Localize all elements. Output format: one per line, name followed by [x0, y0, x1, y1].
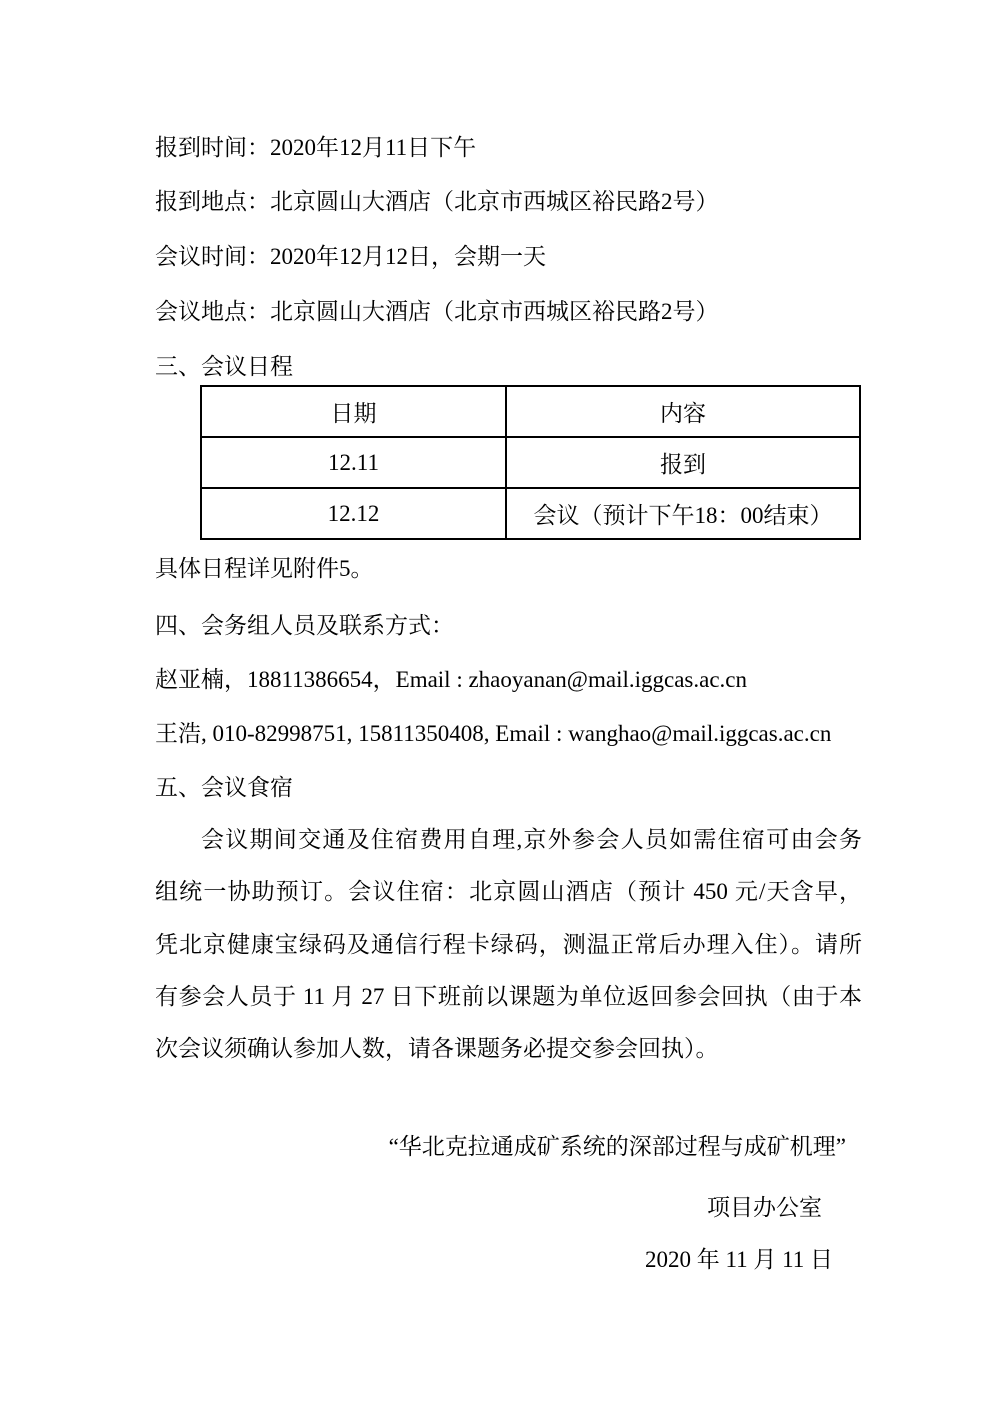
schedule-table [200, 385, 861, 540]
table-row [201, 488, 860, 539]
contact-line-zhao: 赵亚楠，18811386654，Email : zhaoyanan@mail.iggcas.ac.cn [155, 667, 747, 692]
schedule-date-cell: 12.12 [201, 488, 506, 539]
office-signature: 项目办公室 [707, 1195, 822, 1220]
schedule-content-cell: 报到 [506, 437, 860, 488]
section-3-heading: 三、会议日程 [155, 354, 293, 379]
meeting-time-line: 会议时间：2020年12月12日，会期一天 [155, 244, 546, 269]
contact-line-wang: 王浩, 010-82998751, 15811350408, Email : wanghao@mail.iggcas.ac.cn [155, 721, 832, 746]
schedule-header-row [201, 386, 860, 437]
section-4-heading: 四、会务组人员及联系方式： [155, 613, 454, 638]
table-header-content: 内容 [506, 386, 860, 437]
paragraph-line: 次会议须确认参加人数，请各课题务必提交参会回执）。 [155, 1036, 719, 1061]
section-5-heading: 五、会议食宿 [155, 775, 293, 800]
paragraph-line: 会议期间交通及住宿费用自理,京外参会人员如需住宿可由会务 [201, 827, 862, 852]
project-title: “华北克拉通成矿系统的深部过程与成矿机理” [388, 1134, 846, 1159]
meeting-location-line: 会议地点：北京圆山大酒店（北京市西城区裕民路2号） [155, 299, 719, 324]
schedule-date-cell: 12.11 [201, 437, 506, 488]
paragraph-line: 凭北京健康宝绿码及通信行程卡绿码，测温正常后办理入住）。请所 [155, 932, 862, 957]
registration-time-line: 报到时间：2020年12月11日下午 [155, 135, 477, 160]
table-header-date: 日期 [201, 386, 506, 437]
signature-date: 2020 年 11 月 11 日 [644, 1247, 833, 1272]
paragraph-line: 组统一协助预订。会议住宿：北京圆山酒店（预计 450 元/天含早， [155, 879, 862, 904]
registration-location-line: 报到地点：北京圆山大酒店（北京市西城区裕民路2号） [155, 189, 719, 214]
table-row [201, 437, 860, 488]
paragraph-line: 有参会人员于 11 月 27 日下班前以课题为单位返回参会回执（由于本 [155, 984, 862, 1009]
schedule-note: 具体日程详见附件5。 [155, 556, 374, 581]
schedule-content-cell: 会议（预计下午18：00结束） [506, 488, 860, 539]
